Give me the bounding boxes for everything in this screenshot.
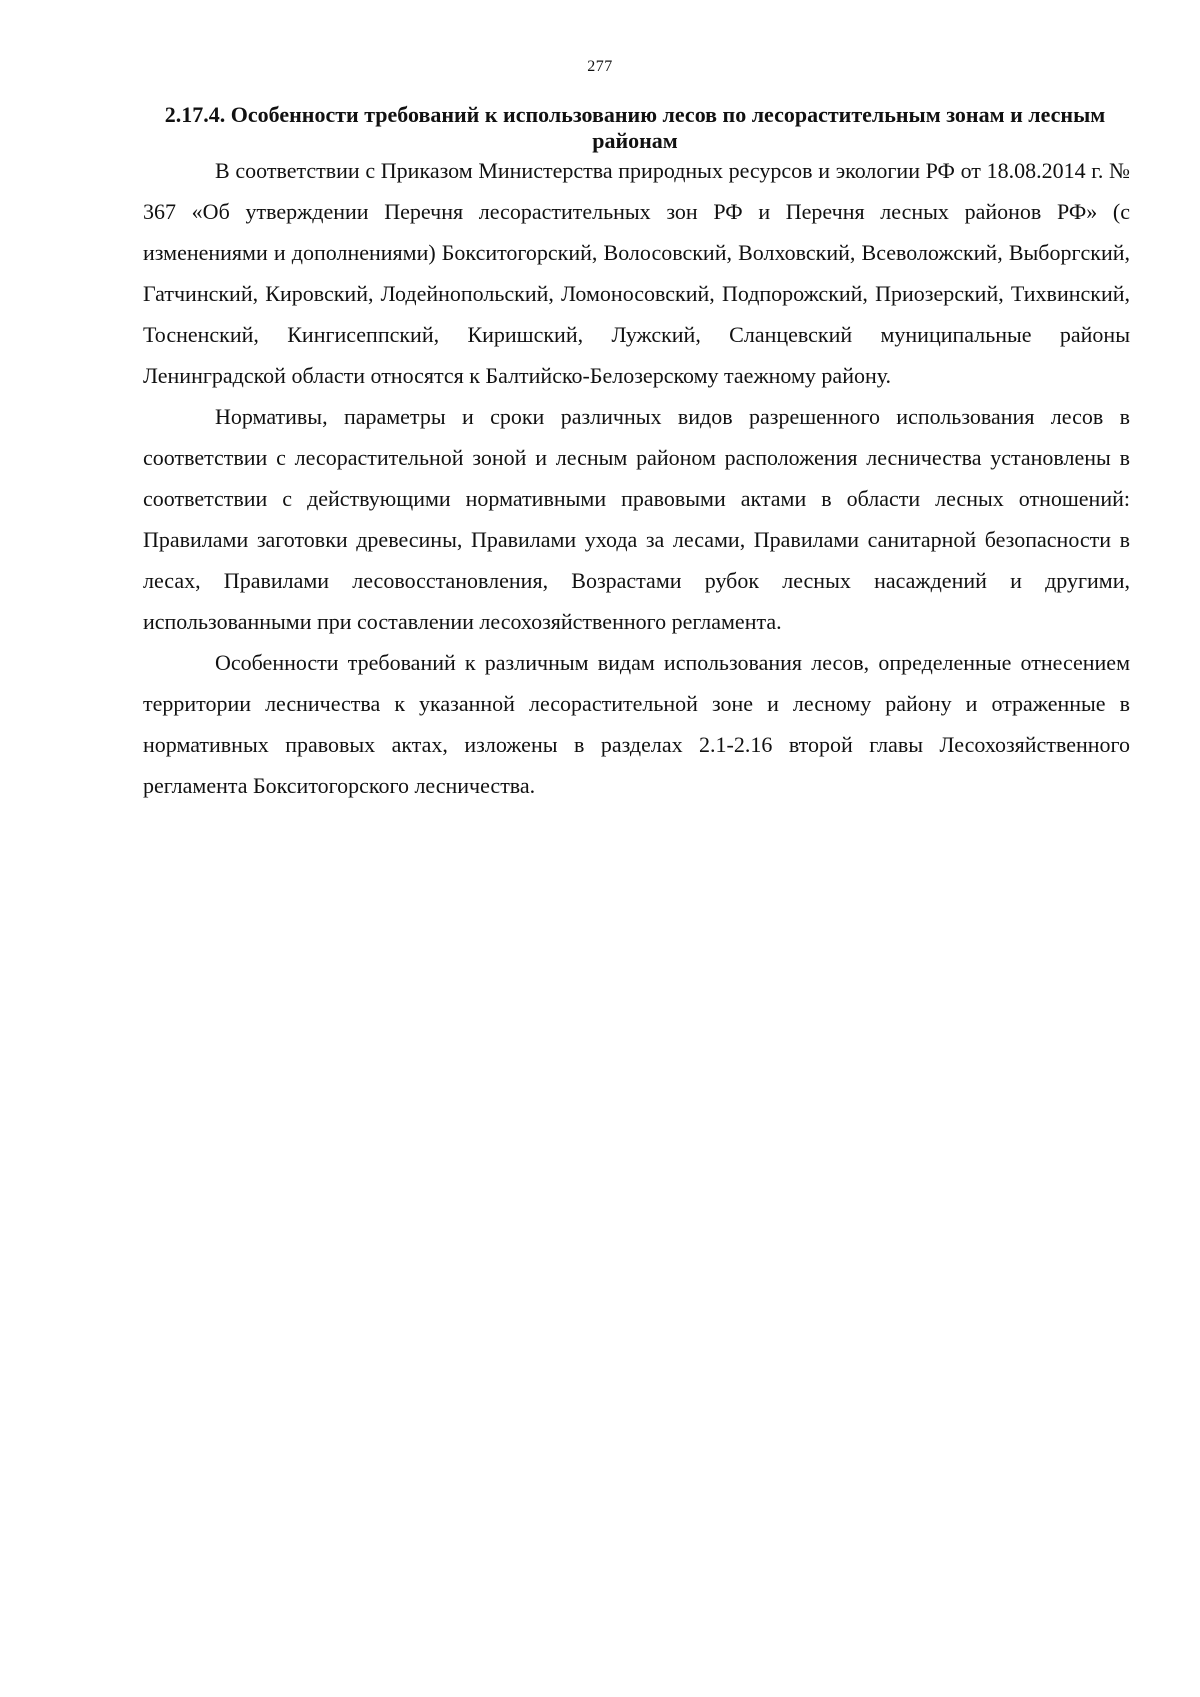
body-text [143,150,1130,806]
paragraph: Особенности требований к различным видам использования лесов, определенные отнесением территории лесничества к указанной лесорастительной зоне и лесному району и отраженные в нормативных правовых актах, изложены в разделах 2.1-2.16 второй главы Лесохозяйственного регламента Бокситогорского лесничества. [143,650,1130,798]
paragraph: Нормативы, параметры и сроки различных видов разрешенного использования лесов в соответствии с лесорастительной зоной и лесным районом расположения лесничества установлены в соответствии с действующими нормативными правовыми актами в области лесных отношений: Правилами заготовки древесины, Правилами ухода за лесами, Правилами санитарной безопасности в лесах, Правилами лесовосстановления, Возрастами рубок лесных насаждений и другими, использованными при составлении лесохозяйственного регламента. [143,404,1130,634]
section-heading: 2.17.4. Особенности требований к использованию лесов по лесорастительным зонам и лесным районам [164,102,1106,153]
page-number: 277 [587,58,613,75]
paragraph: В соответствии с Приказом Министерства природных ресурсов и экологии РФ от 18.08.2014 г. № 367 «Об утверждении Перечня лесорастительных зон РФ и Перечня лесных районов РФ» (с изменениями и дополнениями) Бокситогорский, Волосовский, Волховский, Всеволожский, Выборгский, Гатчинский, Кировский, Лодейнопольский, Ломоносовский, Подпорожский, Приозерский, Тихвинский, Тосненский, Кингисеппский, Киришский, Лужский, Сланцевский муниципальные районы Ленинградской области относятся к Балтийско-Белозерскому таежному району. [143,158,1130,388]
